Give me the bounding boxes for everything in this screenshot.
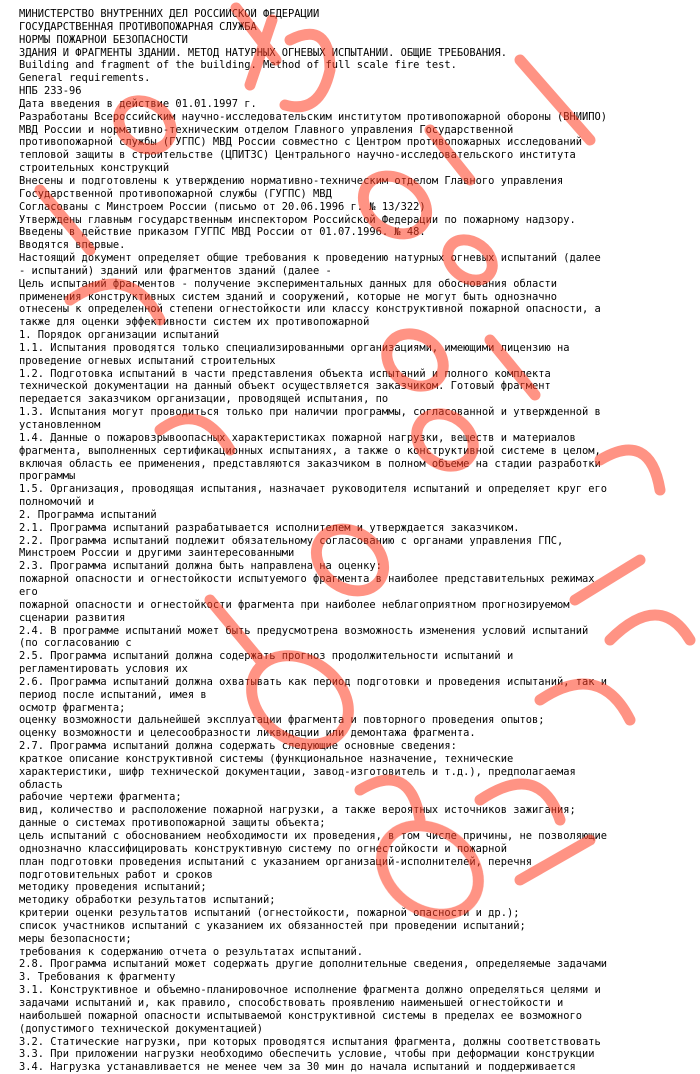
- text-line: Государственной противопожарной службы (ГУГПС) МВД: [19, 187, 332, 200]
- text-line: 3.4. Нагрузка устанавливается не менее чем за 30 мин до начала испытаний и поддерживается: [19, 1061, 576, 1074]
- text-line: 2.8. Программа испытаний может содержать другие дополнительные сведения, определяемые задачами: [19, 958, 608, 971]
- text-line: вид, количество и расположение пожарной нагрузки, а также вероятных источников зажигания;: [19, 804, 576, 817]
- text-line: краткое описание конструктивной системы (функциональное назначение, технические: [19, 752, 514, 765]
- text-line: Введены в действие приказом ГУГПС МВД России от 01.07.1996. № 48.: [19, 226, 426, 239]
- text-line: Согласованы с Минстроем России (письмо от 20.06.1996 г. № 13/322): [19, 200, 426, 213]
- text-line: 2.6. Программа испытаний должна охватывать как период подготовки и проведения испытаний, так и: [19, 675, 608, 688]
- text-line: тепловой защиты в строительстве (ЦПИТЗС) Центрального научно-исследовательского института: [19, 149, 576, 162]
- text-line: задачами испытаний и, как правило, способствовать проявлению наименьшей огнестойкости и: [19, 996, 564, 1009]
- text-line: проведение огневых испытаний строительных: [19, 354, 276, 367]
- text-line: 2.3. Программа испытаний должна быть направлена на оценку:: [19, 560, 382, 573]
- text-line: данные о системах противопожарной защиты объекта;: [19, 817, 326, 830]
- text-line: регламентировать условия их: [19, 663, 188, 676]
- text-line: ГОСУДАРСТВЕННАЯ ПРОТИВОПОЖАРНАЯ СЛУЖБА: [19, 20, 257, 33]
- text-line: характеристики, шифр технической документации, завод-изготовитель и т.д.), предполагаемая: [19, 765, 576, 778]
- text-line: МВД России и нормативно-техническим отделом Главного управления Государственной: [19, 123, 514, 136]
- text-line: (допустимого технической документацией): [19, 1022, 263, 1035]
- text-line: 1. Порядок организации испытаний: [19, 329, 220, 342]
- text-line: Минстроем России и другими заинтересованными: [19, 547, 295, 560]
- text-line: - испытаний) зданий или фрагментов зданий (далее -: [19, 264, 332, 277]
- text-line: его: [19, 585, 38, 598]
- text-line: технической документации на данный объект осуществляется заказчиком. Готовый фрагмент: [19, 380, 551, 393]
- text-line: НОРМЫ ПОЖАРНОЙ БЕЗОПАСНОСТИ: [19, 33, 188, 46]
- text-line: Настоящий документ определяет общие требования к проведению натурных огневых испытаний (далее: [19, 252, 601, 265]
- text-line: список участников испытаний с указанием их обязанностей при проведении испытаний;: [19, 919, 526, 932]
- text-line: 2.2. Программа испытаний подлежит обязательному согласованию с органами управления ГПС,: [19, 534, 564, 547]
- text-line: рабочие чертежи фрагмента;: [19, 791, 182, 804]
- text-line: General requirements.: [19, 72, 151, 85]
- text-line: методику проведения испытаний;: [19, 881, 207, 894]
- document-body: [19, 8, 691, 1074]
- text-line: фрагмента, выполненных сертификационных испытаниях, а также о конструктивной системе в целом,: [19, 444, 601, 457]
- text-line: (по согласованию с: [19, 637, 132, 650]
- text-line: оценку возможности и целесообразности ликвидации или демонтажа фрагмента.: [19, 727, 476, 740]
- text-line: критерии оценки результатов испытаний (огнестойкости, пожарной опасности и др.);: [19, 907, 520, 920]
- text-line: Разработаны Всероссийским научно-исследовательским институтом противопожарной обороны (ВНИИПО): [19, 110, 608, 123]
- text-line: также для оценки эффективности систем их противопожарной: [19, 316, 370, 329]
- text-line: оценку возможности дальнейшей эксплуатации фрагмента и повторного проведения опытов;: [19, 714, 545, 727]
- text-line: сценарии развития: [19, 611, 126, 624]
- text-line: включая область ее применения, представляются заказчиком в полном объеме на стадии разработки: [19, 457, 601, 470]
- text-line: методику обработки результатов испытаний;: [19, 894, 276, 907]
- text-line: противопожарной службы (ГУГПС) МВД России совместно с Центром противопожарных исследований: [19, 136, 583, 149]
- text-line: 2.4. В программе испытаний может быть предусмотрена возможность изменения условий испытаний: [19, 624, 589, 637]
- text-line: план подготовки проведения испытаний с указанием организаций-исполнителей, перечня: [19, 855, 532, 868]
- text-line: меры безопасности;: [19, 932, 132, 945]
- text-line: 1.5. Организация, проводящая испытания, назначает руководителя испытаний и определяет круг его: [19, 483, 608, 496]
- text-line: пожарной опасности и огнестойкости испытуемого фрагмента в наиболее представительных режимах: [19, 573, 595, 586]
- text-line: передается заказчиком организации, проводящей испытания, по: [19, 393, 389, 406]
- text-line: область: [19, 778, 63, 791]
- text-line: подготовительных работ и сроков: [19, 868, 213, 881]
- text-line: Дата введения в действие 01.01.1997 г.: [19, 97, 257, 110]
- text-line: однозначно классифицировать конструктивную систему по огнестойкости и пожарной: [19, 842, 507, 855]
- text-line: пожарной опасности и огнестойкости фрагмента при наиболее неблагоприятном прогнозируемом: [19, 598, 570, 611]
- text-line: 3.2. Статические нагрузки, при которых проводятся испытания фрагмента, должны соответствовать: [19, 1035, 601, 1048]
- text-line: требования к содержанию отчета о результатах испытаний.: [19, 945, 364, 958]
- text-line: 2.7. Программа испытаний должна содержать следующие основные сведения:: [19, 740, 457, 753]
- text-line: НПБ 233-96: [19, 85, 82, 98]
- text-line: 1.1. Испытания проводятся только специализированными организациями, имеющими лицензию на: [19, 341, 570, 354]
- text-line: 1.3. Испытания могут проводиться только при наличии программы, согласованной и утвержденной в: [19, 406, 601, 419]
- text-line: 1.2. Подготовка испытаний в части представления объекта испытаний и полного комплекта: [19, 367, 551, 380]
- text-line: 3.3. При приложении нагрузки необходимо обеспечить условие, чтобы при деформации конструкции: [19, 1048, 595, 1061]
- text-line: 3. Требования к фрагменту: [19, 971, 176, 984]
- text-line: полномочий и: [19, 496, 95, 509]
- text-line: 2.5. Программа испытаний должна содержать прогноз продолжительности испытаний и: [19, 650, 514, 663]
- text-line: программы: [19, 470, 76, 483]
- text-line: 1.4. Данные о пожаровзрывоопасных характеристиках пожарной нагрузки, веществ и материалов: [19, 431, 576, 444]
- text-line: установленном: [19, 419, 101, 431]
- text-line: Цель испытаний фрагментов - получение экспериментальных данных для обоснования области: [19, 277, 557, 290]
- text-line: отнесены к определенной степени огнестойкости или классу конструктивной пожарной опасности, а: [19, 303, 601, 316]
- text-line: строительных конструкций: [19, 162, 170, 175]
- text-line: 2.1. Программа испытаний разрабатывается исполнителем и утверждается заказчиком.: [19, 521, 520, 534]
- text-line: Утверждены главным государственным инспектором Российской Федерации по пожарному надзору.: [19, 213, 576, 226]
- text-line: осмотр фрагмента;: [19, 701, 126, 714]
- text-line: Внесены и подготовлены к утверждению нормативно-техническим отделом Главного управления: [19, 174, 564, 187]
- text-line: цель испытаний с обоснованием необходимости их проведения, в том числе причины, не позволяющие: [19, 830, 608, 842]
- text-line: МИНИСТЕРСТВО ВНУТРЕННИХ ДЕЛ РОССИЙСКОЙ ФЕДЕРАЦИИ: [19, 8, 320, 20]
- text-line: Вводятся впервые.: [19, 239, 126, 252]
- text-line: 3.1. Конструктивное и объемно-планировочное исполнение фрагмента должно определяться целями и: [19, 984, 601, 997]
- text-line: применения конструктивных систем зданий и сооружений, которые не могут быть однозначно: [19, 290, 557, 303]
- text-line: период после испытаний, имея в: [19, 688, 207, 701]
- text-line: ЗДАНИЯ И ФРАГМЕНТЫ ЗДАНИЙ. МЕТОД НАТУРНЫХ ОГНЕВЫХ ИСПЫТАНИЙ. ОБЩИЕ ТРЕБОВАНИЯ.: [19, 46, 507, 59]
- text-line: 2. Программа испытаний: [19, 508, 157, 521]
- text-line: Building and fragment of the building. Method of full scale fire test.: [19, 59, 457, 72]
- text-line: наибольшей пожарной опасности испытываемой конструктивной системы в пределах ее возможного: [19, 1009, 583, 1022]
